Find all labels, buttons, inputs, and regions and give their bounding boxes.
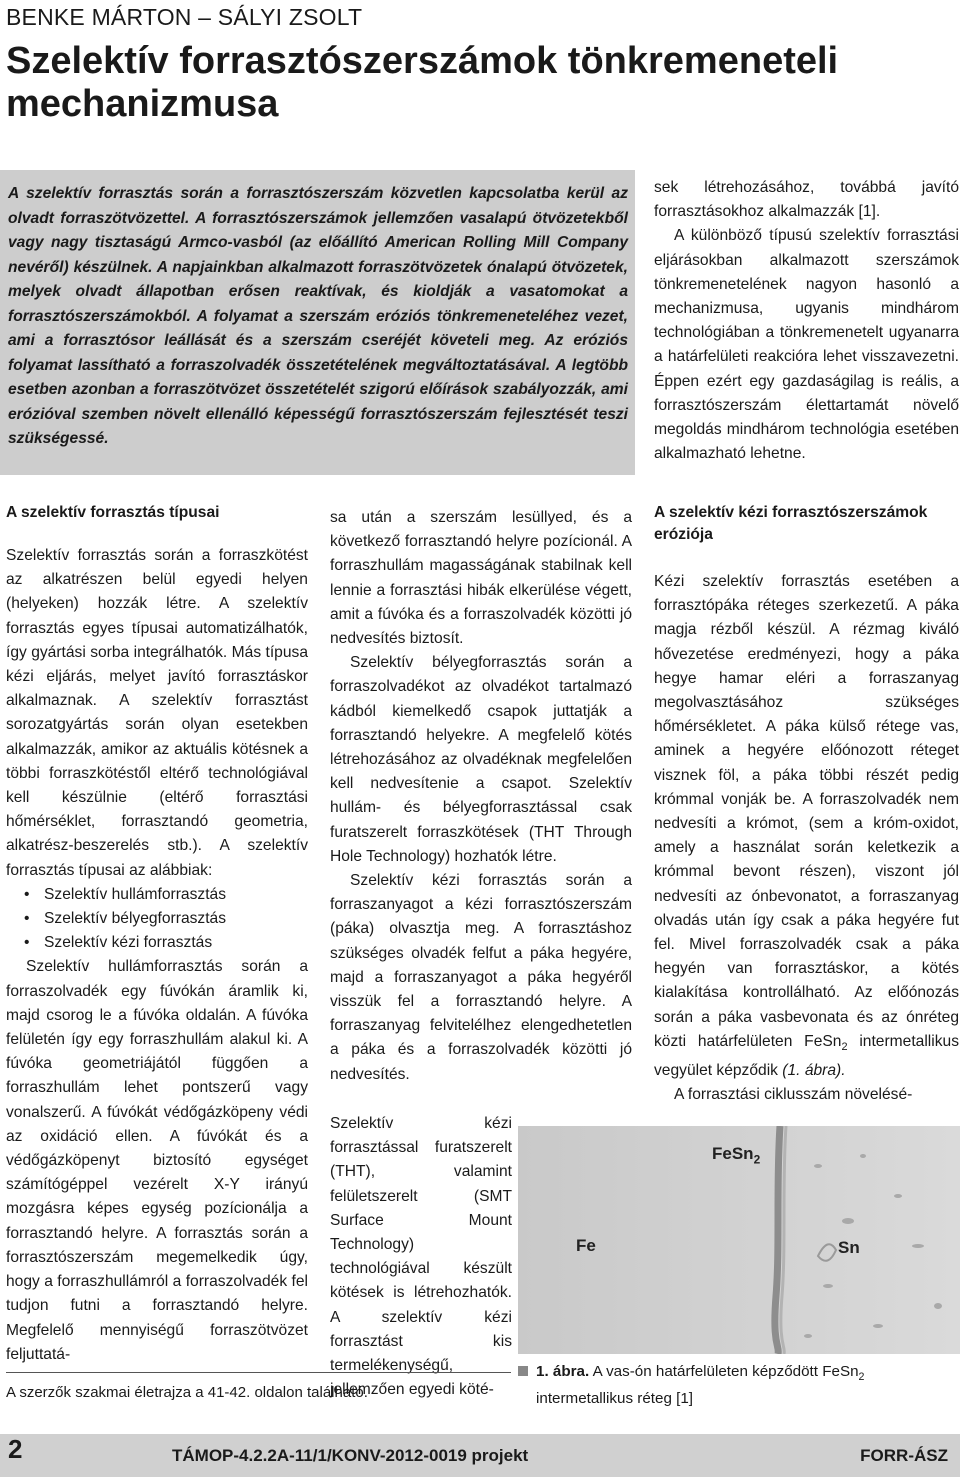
paragraph: Szelektív kézi forrasztás során a forraszanyagot a kézi forrasztószerszám (páka) olvasztja meg. A forrasztáshoz szükséges olvadék felfut a páka hegyére, majd a forraszanyagot a páka hegyéről visszük fel a forrasztandó helyre. A forraszanyag felvitelélhez elengedhetetlen a páka és a forraszolvadék közötti jó nedvesítés. [330, 872, 632, 1083]
abstract-text: A szelektív forrasztás során a forrasztószerszám közvetlen kapcsolatba kerül az olvadt forraszötvözettel. A forrasztószerszámok jellemzően vasalapú ötvözetekből vagy nagy tisztaságú Armco-vasból (az előállító American Rolling Mill Company nevéről) készülnek. A napjainkban alkalmazott forraszötvözetek ónalapú ötvözetek, melyek olvadt állapotban erősen reaktívak, és kioldják a vasatomokat a forrasztószerszámokból. A folyamat a szerszám eróziós tönkremeneteléhez vezet, ami a forrasztósor leállását és a szerszám cseréjét követeli meg. Az eróziós folyamat lassítható a forraszolvadék összetételének megváltoztatásával. A legtöbb esetben azonban a forraszötvözet összetételét szigorú előírások szabályozzák, ami erózióval szemben növelt ellenálló képességű forrasztószerszám fejlesztését teszi szükségessé. [8, 185, 628, 447]
article-title: Szelektív forrasztószerszámok tönkremeneteli mechanizmusa [6, 40, 839, 125]
sn-label: Sn [838, 1238, 860, 1257]
abstract-box [0, 170, 635, 475]
paragraph: A forrasztási ciklusszám növelésé- [674, 1086, 913, 1104]
paragraph: A különböző típusú szelektív forrasztási eljárásokban alkalmazott szerszámok tönkremenetelének nagyon hasonló a mechanizmusa, ugyanis mindhárom technológiában a tönkremenetelt ugyanarra a határfelületi reakcióra lehet visszavezetni. Éppen ezért egy gazdaságilag is reális, a forrasztószerszám élettartamát növelő megoldás mindhárom technológia esetében alkalmazható lehetne. [654, 227, 959, 463]
left-column [6, 502, 308, 1367]
micrograph-figure: FeSn$_2$ Fe Sn [518, 1126, 960, 1354]
section-heading: A szelektív kézi forrasztószerszámok eróziója [654, 504, 928, 543]
page-number: 2 [8, 1434, 23, 1464]
narrow-paragraph: Szelektív kézi forrasztással furatszerelt (THT), valamint felületszerelt (SMT Surface Mount Technology) technológiával készült kötések is létrehozhatók. A szelektív kézi forrasztást kis termelékenységű, jellemzően egyedi köté- [330, 1115, 512, 1399]
paragraph: Szelektív hullámforrasztás során a forraszolvadék egy fúvókán áramlik ki, majd csorog le a fúvóka oldalán. A fúvóka felületén így egy forraszhullám alakul ki. A fúvóka geometriájától függően a forraszhullám lehet pontszerű vagy vonalszerű. A fúvókát védőgázköpeny védi az oxidáció ellen. A fúvókát és a védőgázköpenyt biztosító egységet számítógéppel vezérelt X-Y irányú mozgásra képes egység pozícionálja a forrasztandó helyre. A forrasztás során a forrasztószerszám megemelkedik úgy, hogy a forraszhullámról a forraszolvadék fel tudjon futni a forrasztandó helyre. Megfelelő mennyiségű forraszötvözet feljuttatá- [6, 958, 308, 1363]
caption-marker [518, 1366, 528, 1376]
fesn-label: FeSn [712, 1144, 754, 1163]
list-item: • Szelektív hullámforrasztás [24, 883, 308, 907]
list-item: • Szelektív kézi forrasztás [24, 931, 308, 955]
paragraph: Szelektív bélyegforrasztás során a forraszolvadékot az olvadékot tartalmazó kádból kiemelkedő csapok juttatják a forrasztandó helyekre. A megfelelő kötés létrehozásához az olvadéknak megfelelően kell nedvesítenie a csapot. Szelektív hullám- és bélyegforrasztással csak furatszerelt forraszkötések (THT Through Hole Technology) hozhatók létre. [330, 654, 632, 865]
brand-name: FORR-ÁSZ [860, 1446, 948, 1465]
authors: BENKE MÁRTON – SÁLYI ZSOLT [6, 4, 363, 30]
paragraph: sek létrehozásához, továbbá javító forrasztásokhoz alkalmazzák [1]. [654, 179, 959, 221]
paragraph: sa után a szerszám lesüllyed, és a következő forrasztandó helyre pozícionál. A forraszhullám magasságának stabilnak kell lennie a forrasztási hibák elkerülése végett, amit a fúvóka és a forraszolvadék közötti jó nedvesítés biztosít. [330, 509, 632, 648]
right-column-top [654, 176, 959, 466]
middle-column [330, 506, 632, 1087]
paragraph: Szelektív forrasztás során a forraszkötést az alkatrészen belül egyedi helyen (helyeken) hozzák létre. A szelektív forrasztás egyes típusai automatizálhatók, így gyártási sorba integrálhatók. Más típusa kézi eljárás, melyet javító forrasztáskor alkalmaznak. A szelektív forrasztást sorozatgyártás során olyan esetekben alkalmazzák, amikor az aktuális kötésnek a többi forraszkötéstől eltérő technológiával kell készülnie (eltérő forrasztási hőmérséklet, forrasztandó geometria, alkatrész-beszerelés stb.). A szelektív forrasztás típusai az alábbiak: [6, 547, 308, 879]
fe-label: Fe [576, 1236, 596, 1255]
section-heading: A szelektív forrasztás típusai [6, 504, 220, 521]
right-column [654, 502, 959, 1108]
paragraph: Kézi szelektív forrasztás esetében a forrasztópáka réteges szerkezetű. A páka magja rézből készül. A rézmag kiváló hővezetése eredményezi, hogy a páka hegye hamar eléri a forraszanyag megolvasztásához szükséges hőmérsékletet. A páka külső rétege vas, aminek a hegyére előónozott réteget visznek föl, a páka többi részét pedig krómmal vonják be. A forraszolvadék nem nedvesíti a krómot, (sem a króm-oxidot, amely a használat során keletkezik a krómmal bevont részen), viszont jól nedvesíti az ónbevonatot, a forraszanyag olvadás után így csak a páka hegyére fut fel. Mivel forraszolvadék csak a páka hegyén van forrasztáskor, a kötés kialakítása kontrollálható. Az előónozás során a páka vasbevonata és az ónréteg közti határfelületen FeSn$_2$ intermetallikus vegyület képződik (1. ábra). [654, 573, 959, 1080]
list-item: • Szelektív bélyegforrasztás [24, 907, 308, 931]
figure-caption: 1. ábra. A vas-ón határfelületen képződött FeSn$_2$ intermetallikus réteg [1] [536, 1363, 865, 1408]
footnote: A szerzők szakmai életrajza a 41-42. oldalon található. [6, 1384, 368, 1401]
types-list [6, 883, 308, 956]
footnote-divider [6, 1372, 511, 1373]
project-name: TÁMOP-4.2.2A-11/1/KONV-2012-0019 projekt [172, 1446, 529, 1465]
